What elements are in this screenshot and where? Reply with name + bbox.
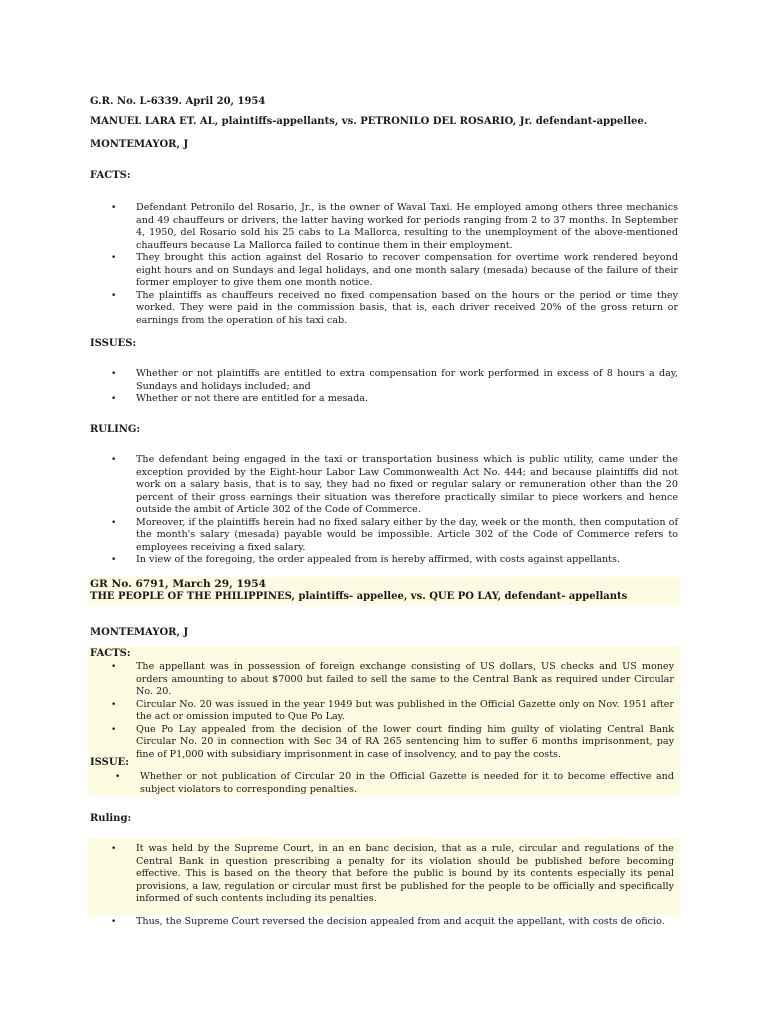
case1-facts-label: FACTS:	[90, 170, 131, 181]
case2-facts-list	[136, 661, 674, 761]
list-spacer	[136, 906, 674, 916]
case2-ruling-list	[136, 843, 674, 928]
list-item: • They brought this action against del Rosario to recover compensation for overtime work rendered beyond eight hours and on Sundays and legal holidays, and one month salary (mesada) because of the failure of their former employer to give them one month notice.	[136, 252, 678, 290]
list-item: • It was held by the Supreme Court, in an en banc decision, that as a rule, circular and regulations of the Central Bank in question prescribing a penalty for its violation should be published before becoming effective. This is based on the theory that before the public is bound by its contents especially its penal provisions, a law, regulation or circular must first be published for the people to be officially and specifically informed of such contents including its penalties.	[136, 843, 674, 906]
case2-citation: GR No. 6791, March 29, 1954	[90, 578, 266, 590]
list-item: • Thus, the Supreme Court reversed the decision appealed from and acquit the appellant, with costs de oficio.	[136, 916, 674, 929]
case2-facts-label: FACTS:	[90, 648, 131, 659]
list-item: • Defendant Petronilo del Rosario, Jr., is the owner of Waval Taxi. He employed among others three mechanics and 49 chauffeurs or drivers, the latter having worked for periods ranging from 2 to 37 months. In September 4, 1950, del Rosario sold his 25 cabs to La Mallorca, resulting to the unemployment of the above-mentioned chauffeurs because La Mallorca failed to continue them in their employment.	[136, 202, 678, 252]
case1-issues-list	[136, 368, 678, 406]
case1-justice: MONTEMAYOR, J	[90, 139, 189, 150]
list-item: • The appellant was in possession of foreign exchange consisting of US dollars, US checks and US money orders amounting to about $7000 but failed to sell the same to the Central Bank as required under Circular No. 20.	[136, 661, 674, 699]
case2-justice: MONTEMAYOR, J	[90, 627, 189, 638]
list-item: • The plaintiffs as chauffeurs received no fixed compensation based on the hours or the period or time they worked. They were paid in the commission basis, that is, each driver received 20% of the gross return or earnings from the operation of his taxi cab.	[136, 290, 678, 328]
list-item: • Moreover, if the plaintiffs herein had no fixed salary either by the day, week or the month, then computation of the month's salary (mesada) payable would be impossible. Article 302 of the Code of Commerce refers to employees receiving a fixed salary.	[136, 517, 678, 555]
case2-parties: THE PEOPLE OF THE PHILIPPINES, plaintiffs- appellee, vs. QUE PO LAY, defendant- appellants	[90, 591, 628, 602]
list-item: • The defendant being engaged in the taxi or transportation business which is public utility, came under the exception provided by the Eight-hour Labor Law Commonwealth Act No. 444; and because plaintiffs did not work on a salary basis, that is to say, they had no fixed or regular salary or remuneration other than the 20 percent of their gross earnings their situation was therefore practically similar to piece workers and hence outside the ambit of Article 302 of the Code of Commerce.	[136, 454, 678, 517]
list-item: • Whether or not publication of Circular 20 in the Official Gazette is needed for it to become effective and subject violators to corresponding penalties.	[140, 771, 674, 796]
list-item: • Circular No. 20 was issued in the year 1949 but was published in the Official Gazette only on Nov. 1951 after the act or omission imputed to Que Po Lay.	[136, 699, 674, 724]
case1-parties: MANUEL LARA ET. AL, plaintiffs-appellants, vs. PETRONILO DEL ROSARIO, Jr. defendant-appellee.	[90, 116, 648, 127]
list-item: • Whether or not plaintiffs are entitled to extra compensation for work performed in excess of 8 hours a day, Sundays and holidays included; and	[136, 368, 678, 393]
case1-ruling-label: RULING:	[90, 424, 141, 435]
case2-ruling-label: Ruling:	[90, 813, 132, 824]
case2-issues-list	[140, 771, 674, 796]
case1-issues-label: ISSUES:	[90, 338, 137, 349]
case1-citation: G.R. No. L-6339. April 20, 1954	[90, 96, 266, 107]
list-item: • Whether or not there are entitled for a mesada.	[136, 393, 678, 406]
case1-facts-list	[136, 202, 678, 327]
case1-ruling-list	[136, 454, 678, 567]
list-item: • Que Po Lay appealed from the decision of the lower court finding him guilty of violating Central Bank Circular No. 20 in connection with Sec 34 of RA 265 sentencing him to suffer 6 months imprisonment, pay fine of P1,000 with subsidiary imprisonment in case of insolvency, and to pay the costs.	[136, 724, 674, 762]
list-item: • In view of the foregoing, the order appealed from is hereby affirmed, with costs against appellants.	[136, 554, 678, 567]
case2-issue-label: ISSUE:	[90, 757, 129, 768]
